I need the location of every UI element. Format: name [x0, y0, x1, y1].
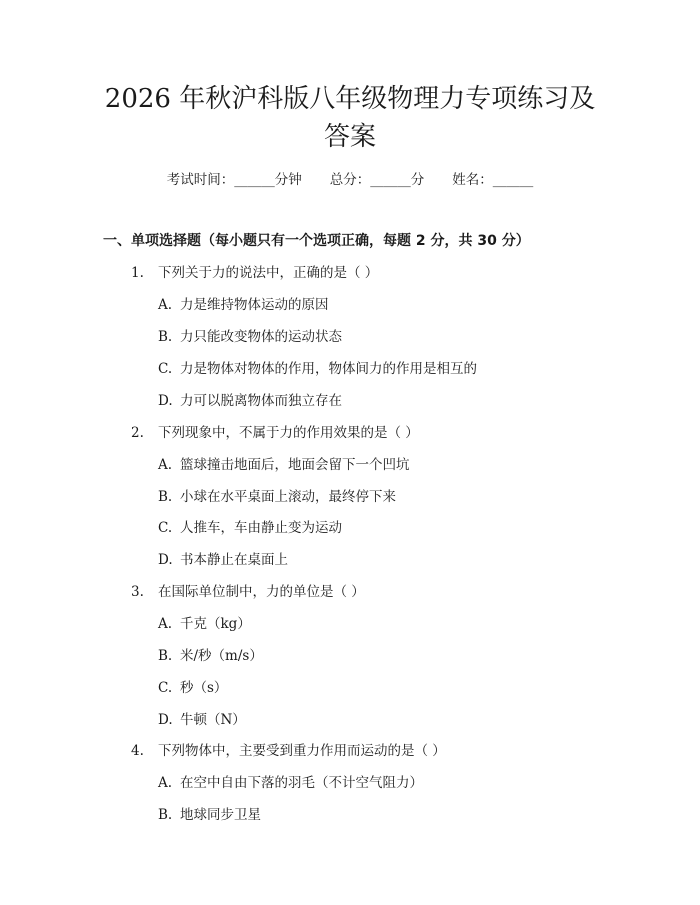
question-number: 2. — [131, 425, 144, 441]
option-letter: C. — [158, 680, 173, 696]
question-number: 1. — [131, 265, 144, 281]
option-text: 力只能改变物体的运动状态 — [180, 329, 342, 345]
option-item — [158, 389, 342, 409]
option-item — [158, 771, 423, 791]
question-item — [131, 421, 419, 441]
option-item — [158, 293, 329, 313]
option-text: 书本静止在桌面上 — [180, 552, 288, 568]
name-field: 姓名：______ — [452, 172, 534, 188]
question-number: 3. — [131, 584, 144, 600]
option-text: 地球同步卫星 — [180, 807, 261, 823]
option-letter: B. — [158, 329, 173, 345]
option-letter: B. — [158, 648, 173, 664]
option-letter: D. — [158, 393, 173, 409]
option-text: 力是维持物体运动的原因 — [180, 297, 329, 313]
option-item — [158, 676, 227, 696]
option-text: 在空中自由下落的羽毛（不计空气阻力） — [180, 775, 423, 791]
option-letter: C. — [158, 520, 173, 536]
option-letter: B. — [158, 489, 173, 505]
option-text: 千克（kg） — [180, 616, 251, 632]
option-item — [158, 548, 288, 568]
question-number: 4. — [131, 743, 144, 759]
option-text: 力可以脱离物体而独立存在 — [180, 393, 342, 409]
option-letter: A. — [158, 297, 173, 313]
option-letter: D. — [158, 712, 173, 728]
option-letter: B. — [158, 807, 173, 823]
option-letter: A. — [158, 457, 173, 473]
question-stem: 下列现象中，不属于力的作用效果的是（ ） — [158, 425, 419, 441]
option-item — [158, 485, 396, 505]
section-heading: 一、单项选择题（每小题只有一个选项正确，每题 2 分，共 30 分） — [103, 233, 530, 249]
option-item — [158, 644, 263, 664]
option-item — [158, 325, 342, 345]
question-stem: 下列物体中，主要受到重力作用而运动的是（ ） — [158, 743, 446, 759]
option-item — [158, 708, 246, 728]
exam-time-field: 考试时间：______分钟 — [166, 172, 302, 188]
option-text: 牛顿（N） — [180, 712, 246, 728]
option-item — [158, 612, 251, 632]
exam-meta — [0, 168, 700, 188]
document-title: 2026 年秋沪科版八年级物理力专项练习及答案 — [104, 84, 596, 152]
option-letter: A. — [158, 775, 173, 791]
option-text: 人推车，车由静止变为运动 — [180, 520, 342, 536]
option-text: 秒（s） — [180, 680, 228, 696]
question-item — [131, 739, 446, 759]
option-text: 力是物体对物体的作用，物体间力的作用是相互的 — [180, 361, 477, 377]
option-text: 篮球撞击地面后，地面会留下一个凹坑 — [180, 457, 410, 473]
option-item — [158, 803, 261, 823]
question-stem: 在国际单位制中，力的单位是（ ） — [158, 584, 365, 600]
option-item — [158, 453, 410, 473]
option-letter: D. — [158, 552, 173, 568]
option-text: 小球在水平桌面上滚动，最终停下来 — [180, 489, 396, 505]
option-item — [158, 516, 342, 536]
question-stem: 下列关于力的说法中，正确的是（ ） — [158, 265, 379, 281]
option-text: 米/秒（m/s） — [180, 648, 263, 664]
total-score-field: 总分：______分 — [329, 172, 425, 188]
option-letter: C. — [158, 361, 173, 377]
question-item — [131, 261, 378, 281]
question-item — [131, 580, 365, 600]
option-letter: A. — [158, 616, 173, 632]
option-item — [158, 357, 477, 377]
